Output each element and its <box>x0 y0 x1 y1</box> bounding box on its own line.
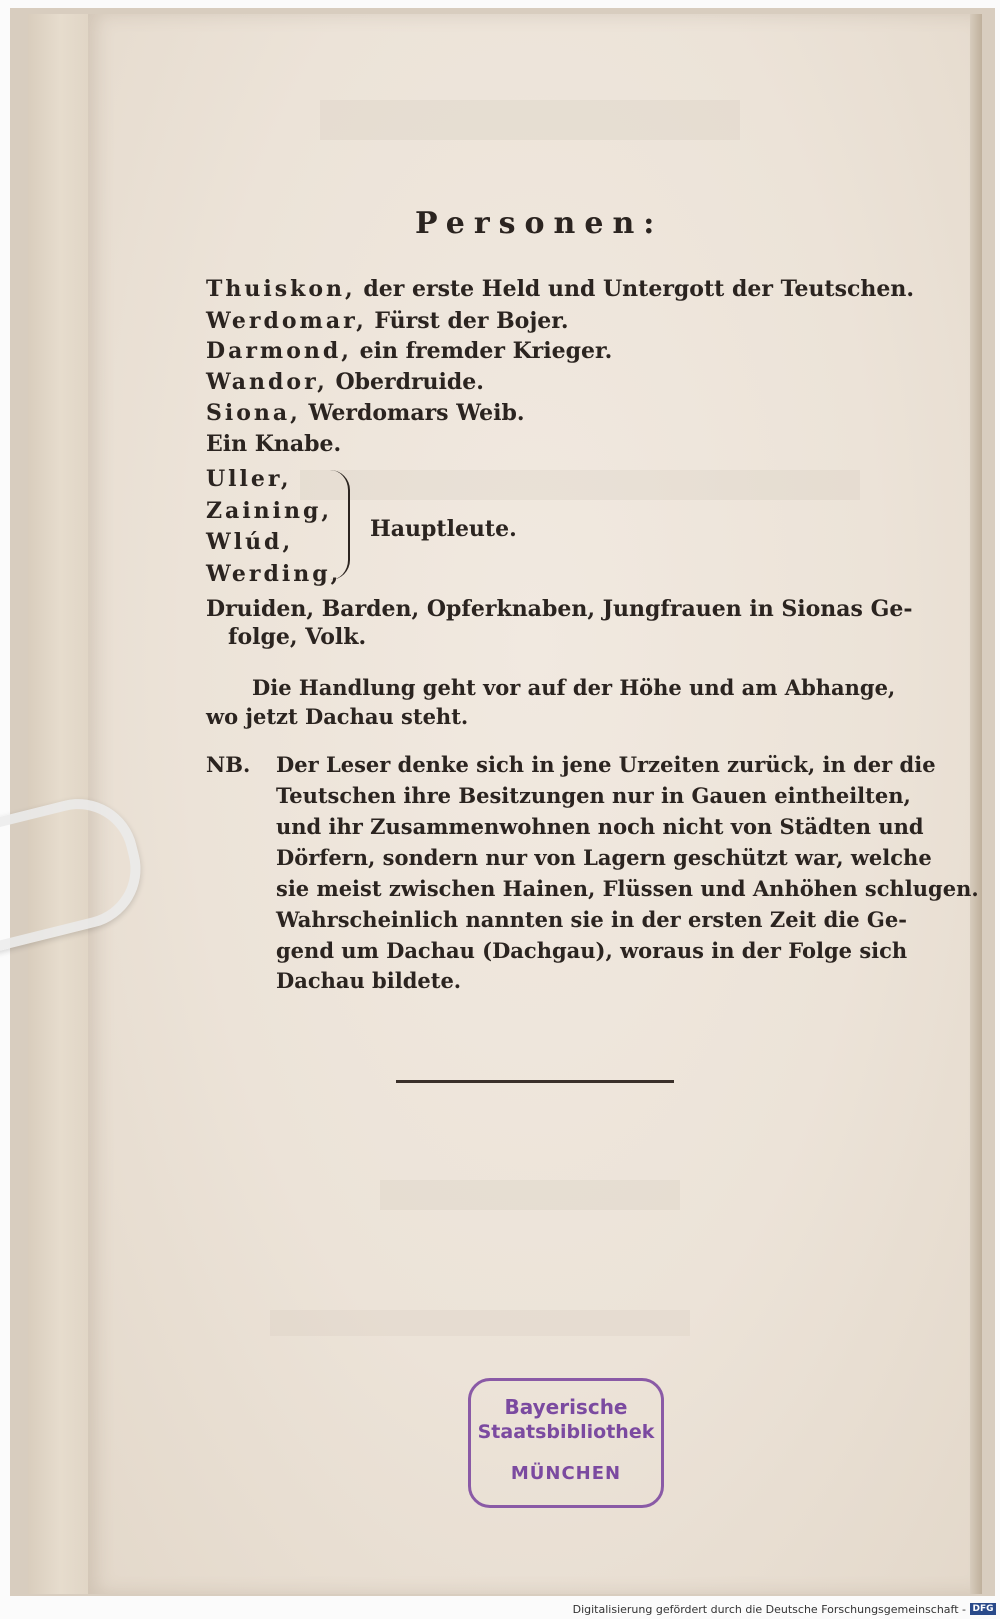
persona-name: Wandor, <box>206 369 328 395</box>
setting-line: wo jetzt Dachau steht. <box>206 704 469 729</box>
note-line: Wahrscheinlich nannten sie in der ersten Zeit die Ge- <box>276 907 907 932</box>
bleed-through-shading <box>300 470 860 500</box>
persona-line <box>206 276 914 302</box>
bleed-through-shading <box>270 1310 690 1336</box>
dfg-logo-icon: DFG <box>970 1603 996 1615</box>
note-line: sie meist zwischen Hainen, Flüssen und Anhöhen schlugen. <box>276 876 979 901</box>
persona-line <box>206 431 341 457</box>
others-line: folge, Volk. <box>228 624 367 650</box>
others-line: Druiden, Barden, Opferknaben, Jungfrauen in Sionas Ge- <box>206 596 913 622</box>
setting-line: Die Handlung geht vor auf der Höhe und am Abhange, <box>252 675 896 700</box>
note-line: gend um Dachau (Dachgau), woraus in der Folge sich <box>276 938 908 963</box>
stamp-line: MÜNCHEN <box>510 1463 622 1484</box>
stamp-line: Bayerische <box>504 1395 628 1419</box>
persona-description: Fürst der Bojer. <box>374 308 569 334</box>
persona-line <box>206 400 525 426</box>
page-edge <box>970 14 982 1594</box>
note-line: Dörfern, sondern nur von Lagern geschützt war, welche <box>276 845 932 870</box>
note-line: und ihr Zusammenwohnen noch nicht von Städten und <box>276 814 924 839</box>
library-stamp <box>468 1378 664 1508</box>
digitization-footer <box>0 1600 1000 1619</box>
footer-text: Digitalisierung gefördert durch die Deutsche Forschungsgemeinschaft - <box>572 1603 966 1616</box>
persona-description: der erste Held und Untergott der Teutschen. <box>363 276 915 302</box>
persona-line <box>206 369 484 395</box>
persona-description: Werdomars Weib. <box>308 400 525 426</box>
persona-line <box>206 338 612 364</box>
page-title: Personen: <box>415 206 664 241</box>
captain-name: Werding, <box>206 561 342 587</box>
curly-brace <box>330 470 350 580</box>
stamp-line: Staatsbibliothek <box>477 1421 655 1443</box>
persona-name: Thuiskon, <box>206 276 356 302</box>
persona-name: Darmond, <box>206 338 352 364</box>
horizontal-rule <box>396 1080 674 1083</box>
note-line: Der Leser denke sich in jene Urzeiten zurück, in der die <box>276 752 936 777</box>
persona-description: Oberdruide. <box>335 369 484 395</box>
captains-label: Hauptleute. <box>370 516 517 542</box>
note-label: NB. <box>206 752 251 777</box>
persona-line <box>206 308 569 334</box>
persona-name: Siona, <box>206 400 301 426</box>
captain-name: Zaining, <box>206 498 333 524</box>
persona-name: Werdomar, <box>206 308 367 334</box>
bleed-through-shading <box>320 100 740 140</box>
captain-name: Uller, <box>206 466 292 492</box>
persona-description: ein fremder Krieger. <box>359 338 613 364</box>
note-line: Teutschen ihre Besitzungen nur in Gauen eintheilten, <box>276 783 911 808</box>
note-line: Dachau bildete. <box>276 968 462 993</box>
captain-name: Wlúd, <box>206 529 294 555</box>
persona-name: Ein Knabe. <box>206 431 342 457</box>
bleed-through-shading <box>380 1180 680 1210</box>
